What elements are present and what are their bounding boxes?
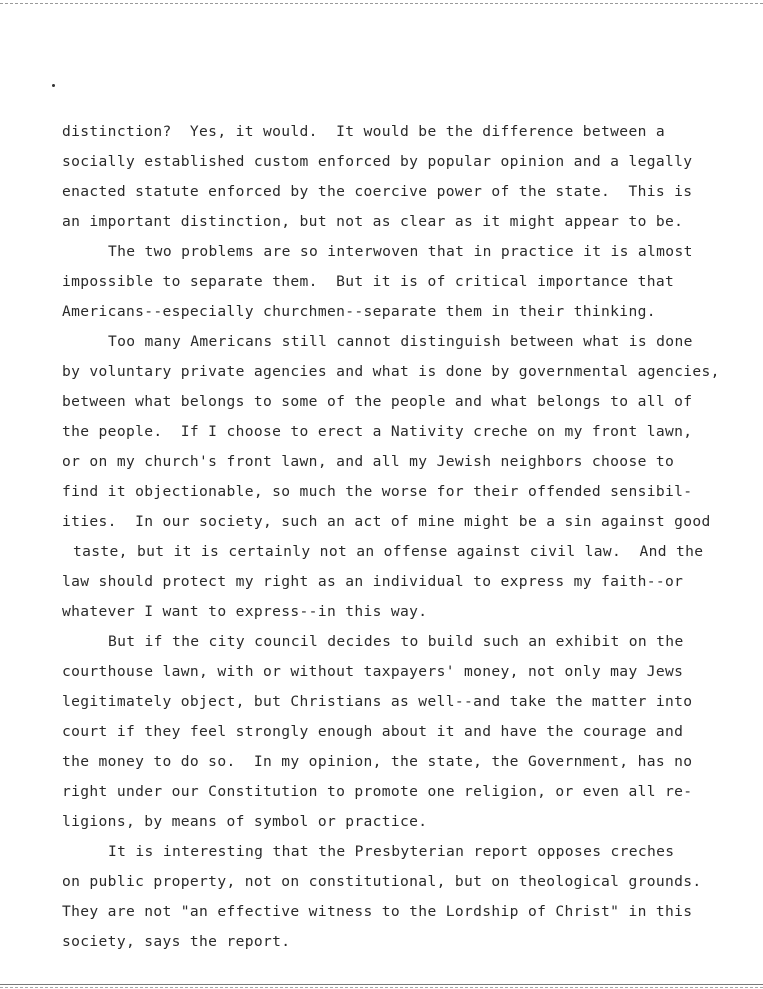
text-line: courthouse lawn, with or without taxpayers' money, not only may Jews	[62, 663, 684, 680]
bottom-page-edge-dashed	[0, 987, 763, 988]
text-line: on public property, not on constitutional, but on theological grounds.	[62, 873, 702, 890]
text-line: It is interesting that the Presbyterian report opposes creches	[108, 843, 675, 860]
text-line: They are not "an effective witness to the Lordship of Christ" in this	[62, 903, 693, 920]
text-line: enacted statute enforced by the coercive power of the state. This is	[62, 183, 693, 200]
text-line: But if the city council decides to build such an exhibit on the	[108, 633, 684, 650]
stray-mark	[52, 84, 55, 87]
text-line: ities. In our society, such an act of mine might be a sin against good	[62, 513, 711, 530]
text-line: legitimately object, but Christians as well--and take the matter into	[62, 693, 693, 710]
text-line: find it objectionable, so much the worse for their offended sensibil-	[62, 483, 693, 500]
text-line: the people. If I choose to erect a Nativity creche on my front lawn,	[62, 423, 693, 440]
text-line: Americans--especially churchmen--separate them in their thinking.	[62, 303, 656, 320]
text-line: society, says the report.	[62, 933, 291, 950]
text-line: taste, but it is certainly not an offense against civil law. And the	[73, 543, 704, 560]
text-line: between what belongs to some of the people and what belongs to all of	[62, 393, 693, 410]
text-line: law should protect my right as an individual to express my faith--or	[62, 573, 684, 590]
text-line: ligions, by means of symbol or practice.	[62, 813, 428, 830]
text-line: distinction? Yes, it would. It would be the difference between a	[62, 123, 665, 140]
text-line: right under our Constitution to promote one religion, or even all re-	[62, 783, 693, 800]
text-line: an important distinction, but not as clear as it might appear to be.	[62, 213, 684, 230]
text-line: socially established custom enforced by popular opinion and a legally	[62, 153, 693, 170]
text-line: by voluntary private agencies and what is done by governmental agencies,	[62, 363, 720, 380]
text-line: court if they feel strongly enough about it and have the courage and	[62, 723, 684, 740]
text-line: whatever I want to express--in this way.	[62, 603, 428, 620]
text-line: the money to do so. In my opinion, the state, the Government, has no	[62, 753, 693, 770]
text-line: impossible to separate them. But it is of critical importance that	[62, 273, 675, 290]
text-line: Too many Americans still cannot distinguish between what is done	[108, 333, 693, 350]
top-page-edge	[0, 3, 763, 4]
text-line: The two problems are so interwoven that in practice it is almost	[108, 243, 693, 260]
bottom-page-edge	[0, 984, 763, 985]
text-line: or on my church's front lawn, and all my Jewish neighbors choose to	[62, 453, 675, 470]
